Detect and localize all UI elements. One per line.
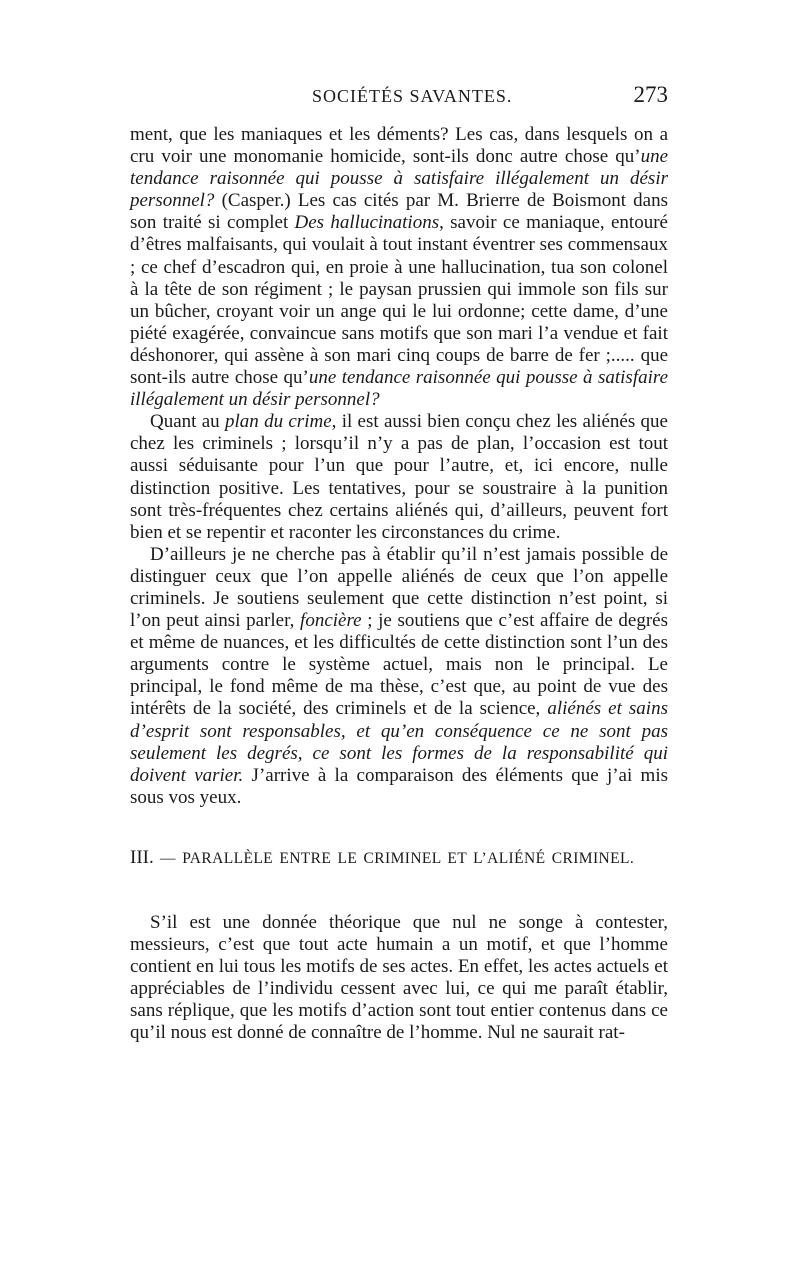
paragraph-4 [130,912,668,1045]
section-number: III. [130,846,154,868]
p3-italic-run: foncière [300,610,362,632]
paragraph-1 [130,124,668,411]
p2-run: , il est aussi bien conçu chez les aliénés que chez les criminels ; lorsqu’il n’y a pas de plan, l’occasion est tout aussi séduisante pour l’un que pour l’autre, et, ici encore, nulle distinction positive. Les tentatives, pour se soustraire à la punition sont très-fréquentes chez certains aliénés qui, d’ailleurs, peuvent fort bien et se repentir et raconter les circonstances du crime. [130,411,668,543]
p3-run: ; je soutiens que c’est affaire de degrés et même de nuances, et les difficultés de cette distinction sont l’un des arguments contre le système actuel, mais non le principal. Le principal, le fond même de ma thèse, c’est que, au point de vue des intérêts de la société, des criminels et de la science, [130,610,668,720]
page-number: 273 [633,82,668,107]
paragraph-3 [130,544,668,809]
p1-italic-run: une tendance raisonnée qui pousse à satisfaire illégalement un désir personnel? [130,146,668,212]
p3-italic-run: aliénés et sains d’esprit sont responsables, et qu’en conséquence ce ne sont pas seulement les degrés, ce sont les formes de la responsabilité qui doivent varier. [130,698,668,786]
p1-run: , savoir ce maniaque, entouré d’êtres malfaisants, qui voulait à tout instant éventrer ses commensaux ; ce chef d’escadron qui, en proie à une hallucination, tua son colonel à la tête de son régiment ; le paysan prussien qui immole son fils sur un bûcher, croyant voir un ange qui le lui ordonne; cette dame, d’une piété exagérée, convaincue sans motifs que son mari l’a vendue et fait déshonorer, qui assène à son mari cinq coups de barre de fer ;..... que sont-ils autre chose qu’ [130,212,668,389]
p1-italic-run: Des hallucinations [294,212,440,234]
p3-run: J’arrive à la comparaison des éléments que j’ai mis sous vos yeux. [130,764,668,808]
page-header [130,82,668,116]
page-body [130,124,668,1044]
p1-italic-run: une tendance raisonnée qui pousse à satisfaire illégalement un désir personnel? [130,367,668,411]
p1-run: (Casper.) Les cas cités par M. Brierre de Boismont dans son traité si complet [130,190,668,234]
section-heading [130,847,668,870]
p2-italic-run: plan du crime [224,411,332,433]
running-title: SOCIÉTÉS SAVANTES. [312,86,513,106]
p3-run: D’ailleurs je ne cherche pas à établir qu’il n’est jamais possible de distinguer ceux que l’on appelle aliénés de ceux que l’on appelle criminels. Je soutiens seulement que cette distinction n’est point, si l’on peut ainsi parler, [130,543,668,632]
paragraph-2 [130,411,668,544]
section-title: — PARALLÈLE ENTRE LE CRIMINEL ET L’ALIÉNÉ CRIMINEL. [160,849,635,867]
p2-run: Quant au [150,411,225,433]
p4-run: S’il est une donnée théorique que nul ne songe à contester, messieurs, c’est que tout acte humain a un motif, et que l’homme contient en lui tous les motifs de ses actes. En effet, les actes actuels et appréciables de l’individu cessent avec lui, ce qui me paraît établir, sans réplique, que les motifs d’action sont tout entier contenus dans ce qu’il nous est donné de connaître de l’homme. Nul ne saurait rat- [130,911,668,1044]
p1-run: ment, que les maniaques et les déments? Les cas, dans lesquels on a cru voir une monomanie homicide, sont-ils donc autre chose qu’ [130,124,668,168]
